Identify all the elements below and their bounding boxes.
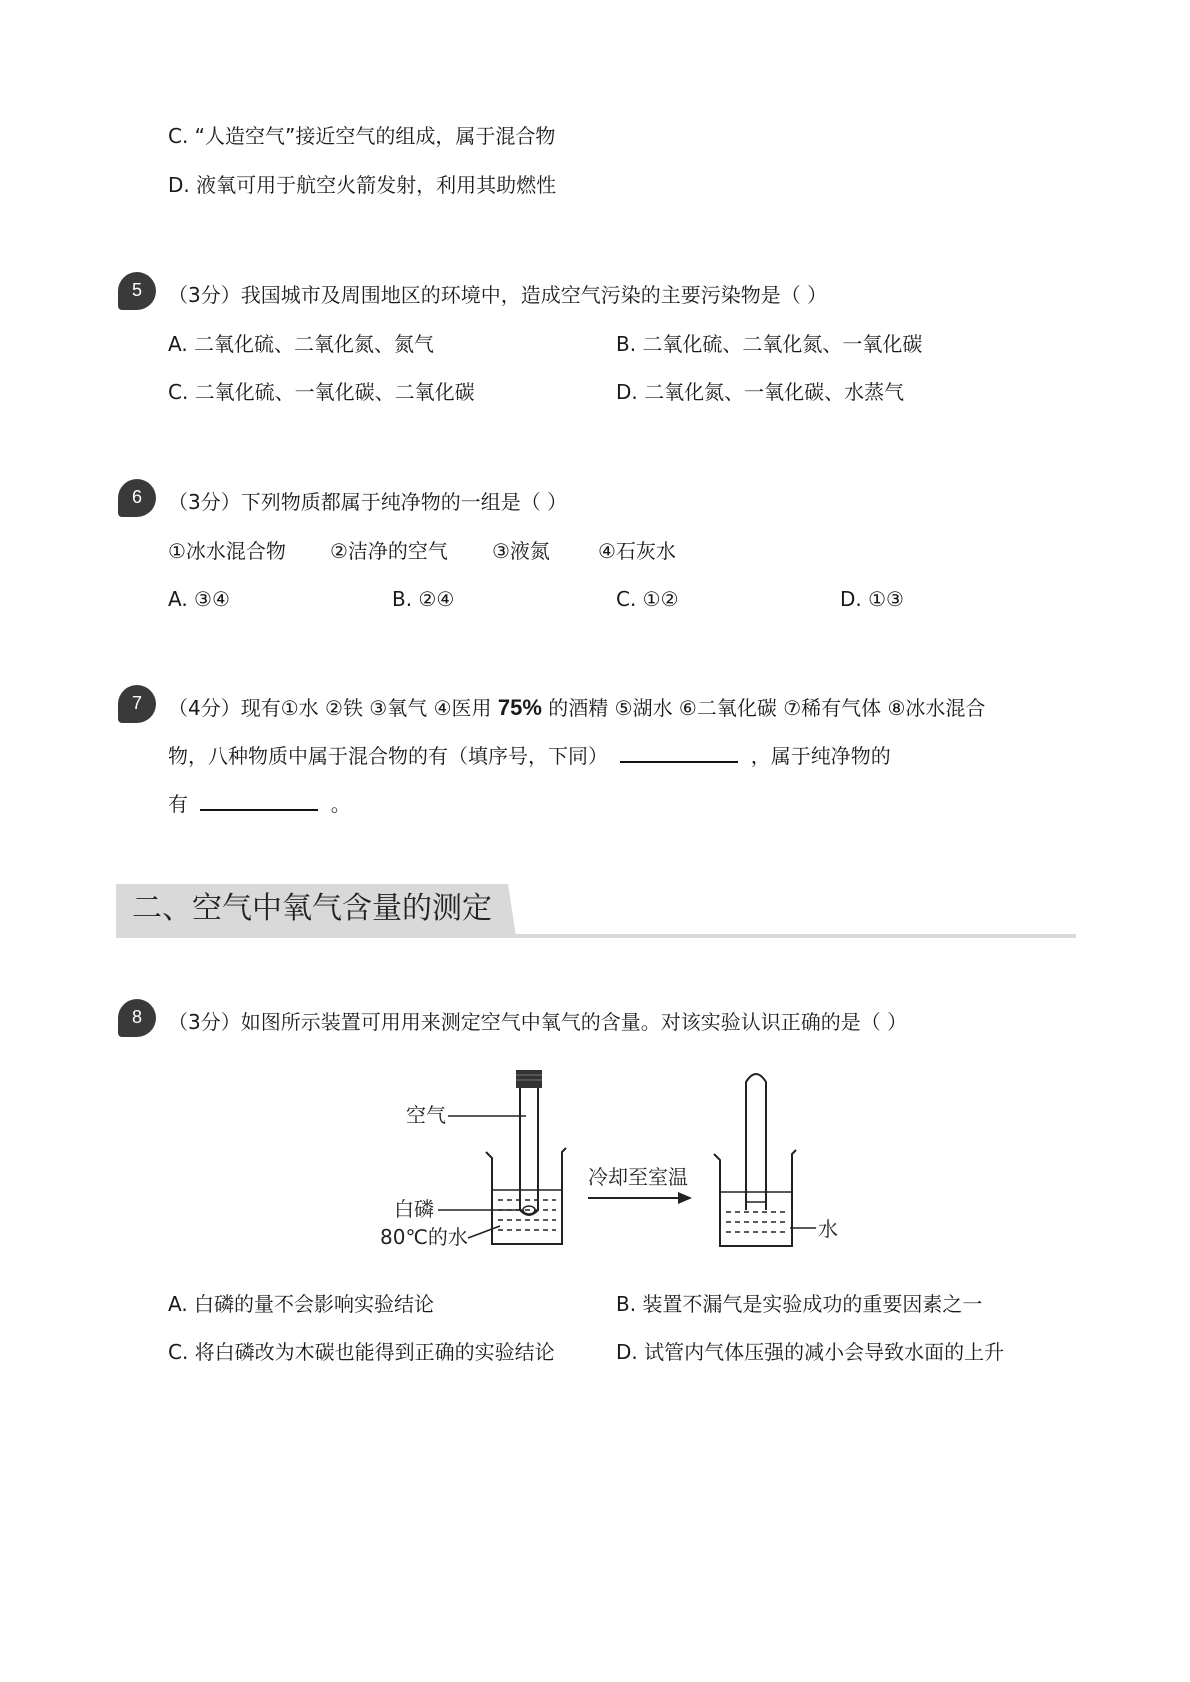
- q6-item-2: ②洁净的空气: [330, 539, 448, 563]
- q8-option-d: D. 试管内气体压强的减小会导致水面的上升: [616, 1340, 1005, 1364]
- q7-stem-part1: （4分）现有①水 ②铁 ③氧气 ④医用: [168, 696, 492, 720]
- label-water: 水: [818, 1217, 838, 1241]
- q6-option-a: A. ③④: [168, 587, 230, 611]
- q6-option-d: D. ①③: [840, 587, 904, 611]
- water-fill: [720, 1192, 792, 1232]
- q6-option-c: C. ①②: [616, 587, 679, 611]
- q6-option-b: B. ②④: [392, 587, 455, 611]
- q5-option-b: B. 二氧化硫、二氧化氮、一氧化碳: [616, 332, 923, 356]
- q8-option-c: C. 将白磷改为木碳也能得到正确的实验结论: [168, 1340, 555, 1364]
- experiment-figure: [380, 1060, 860, 1260]
- q7-stem: [168, 694, 985, 722]
- q4-option-c: C. “人造空气”接近空气的组成，属于混合物: [168, 124, 556, 148]
- q7-line3-part2: 。: [330, 792, 351, 816]
- question-number-badge: 8: [118, 999, 156, 1037]
- test-tube-left: [520, 1088, 538, 1215]
- q8-option-a: A. 白磷的量不会影响实验结论: [168, 1292, 435, 1316]
- q7-answer-blank-2[interactable]: [200, 791, 318, 811]
- label-hot-water: 80℃的水: [380, 1225, 468, 1249]
- q7-answer-blank-1[interactable]: [620, 743, 738, 763]
- q5-option-d: D. 二氧化氮、一氧化碳、水蒸气: [616, 380, 905, 404]
- q5-option-a: A. 二氧化硫、二氧化氮、氮气: [168, 332, 435, 356]
- rubber-stopper: [516, 1070, 542, 1088]
- question-number-badge: 6: [118, 479, 156, 517]
- q7-line2: [168, 742, 891, 770]
- q4-option-d: D. 液氧可用于航空火箭发射，利用其助燃性: [168, 173, 557, 197]
- question-number-badge: 5: [118, 272, 156, 310]
- q6-item-1: ①冰水混合物: [168, 539, 286, 563]
- q7-stem-part2: 的酒精 ⑤湖水 ⑥二氧化碳 ⑦稀有气体 ⑧冰水混合: [548, 696, 986, 720]
- q8-option-b: B. 装置不漏气是实验成功的重要因素之一: [616, 1292, 983, 1316]
- section-divider: [116, 934, 1076, 938]
- q6-item-4: ④石灰水: [598, 539, 676, 563]
- q5-stem: （3分）我国城市及周围地区的环境中，造成空气污染的主要污染物是（ ）: [168, 283, 828, 307]
- q5-option-c: C. 二氧化硫、一氧化碳、二氧化碳: [168, 380, 475, 404]
- q7-line3: [168, 790, 351, 818]
- test-tube-right: [746, 1074, 766, 1210]
- question-number-badge: 7: [118, 685, 156, 723]
- label-cool-to-room-temp: 冷却至室温: [588, 1165, 688, 1189]
- q6-item-3: ③液氮: [492, 539, 550, 563]
- q6-stem: （3分）下列物质都属于纯净物的一组是（ ）: [168, 490, 568, 514]
- q7-line2-part1: 物，八种物质中属于混合物的有（填序号，下同）: [168, 744, 608, 768]
- label-air: 空气: [406, 1103, 446, 1127]
- label-white-phosphorus: 白磷: [394, 1197, 434, 1221]
- q7-line2-part2: ，属于纯净物的: [750, 744, 891, 768]
- q7-stem-percent: 75%: [497, 695, 542, 720]
- section-title: 二、空气中氧气含量的测定: [132, 891, 492, 926]
- q8-stem: （3分）如图所示装置可用用来测定空气中氧气的含量。对该实验认识正确的是（ ）: [168, 1010, 908, 1034]
- q7-line3-part1: 有: [168, 792, 188, 816]
